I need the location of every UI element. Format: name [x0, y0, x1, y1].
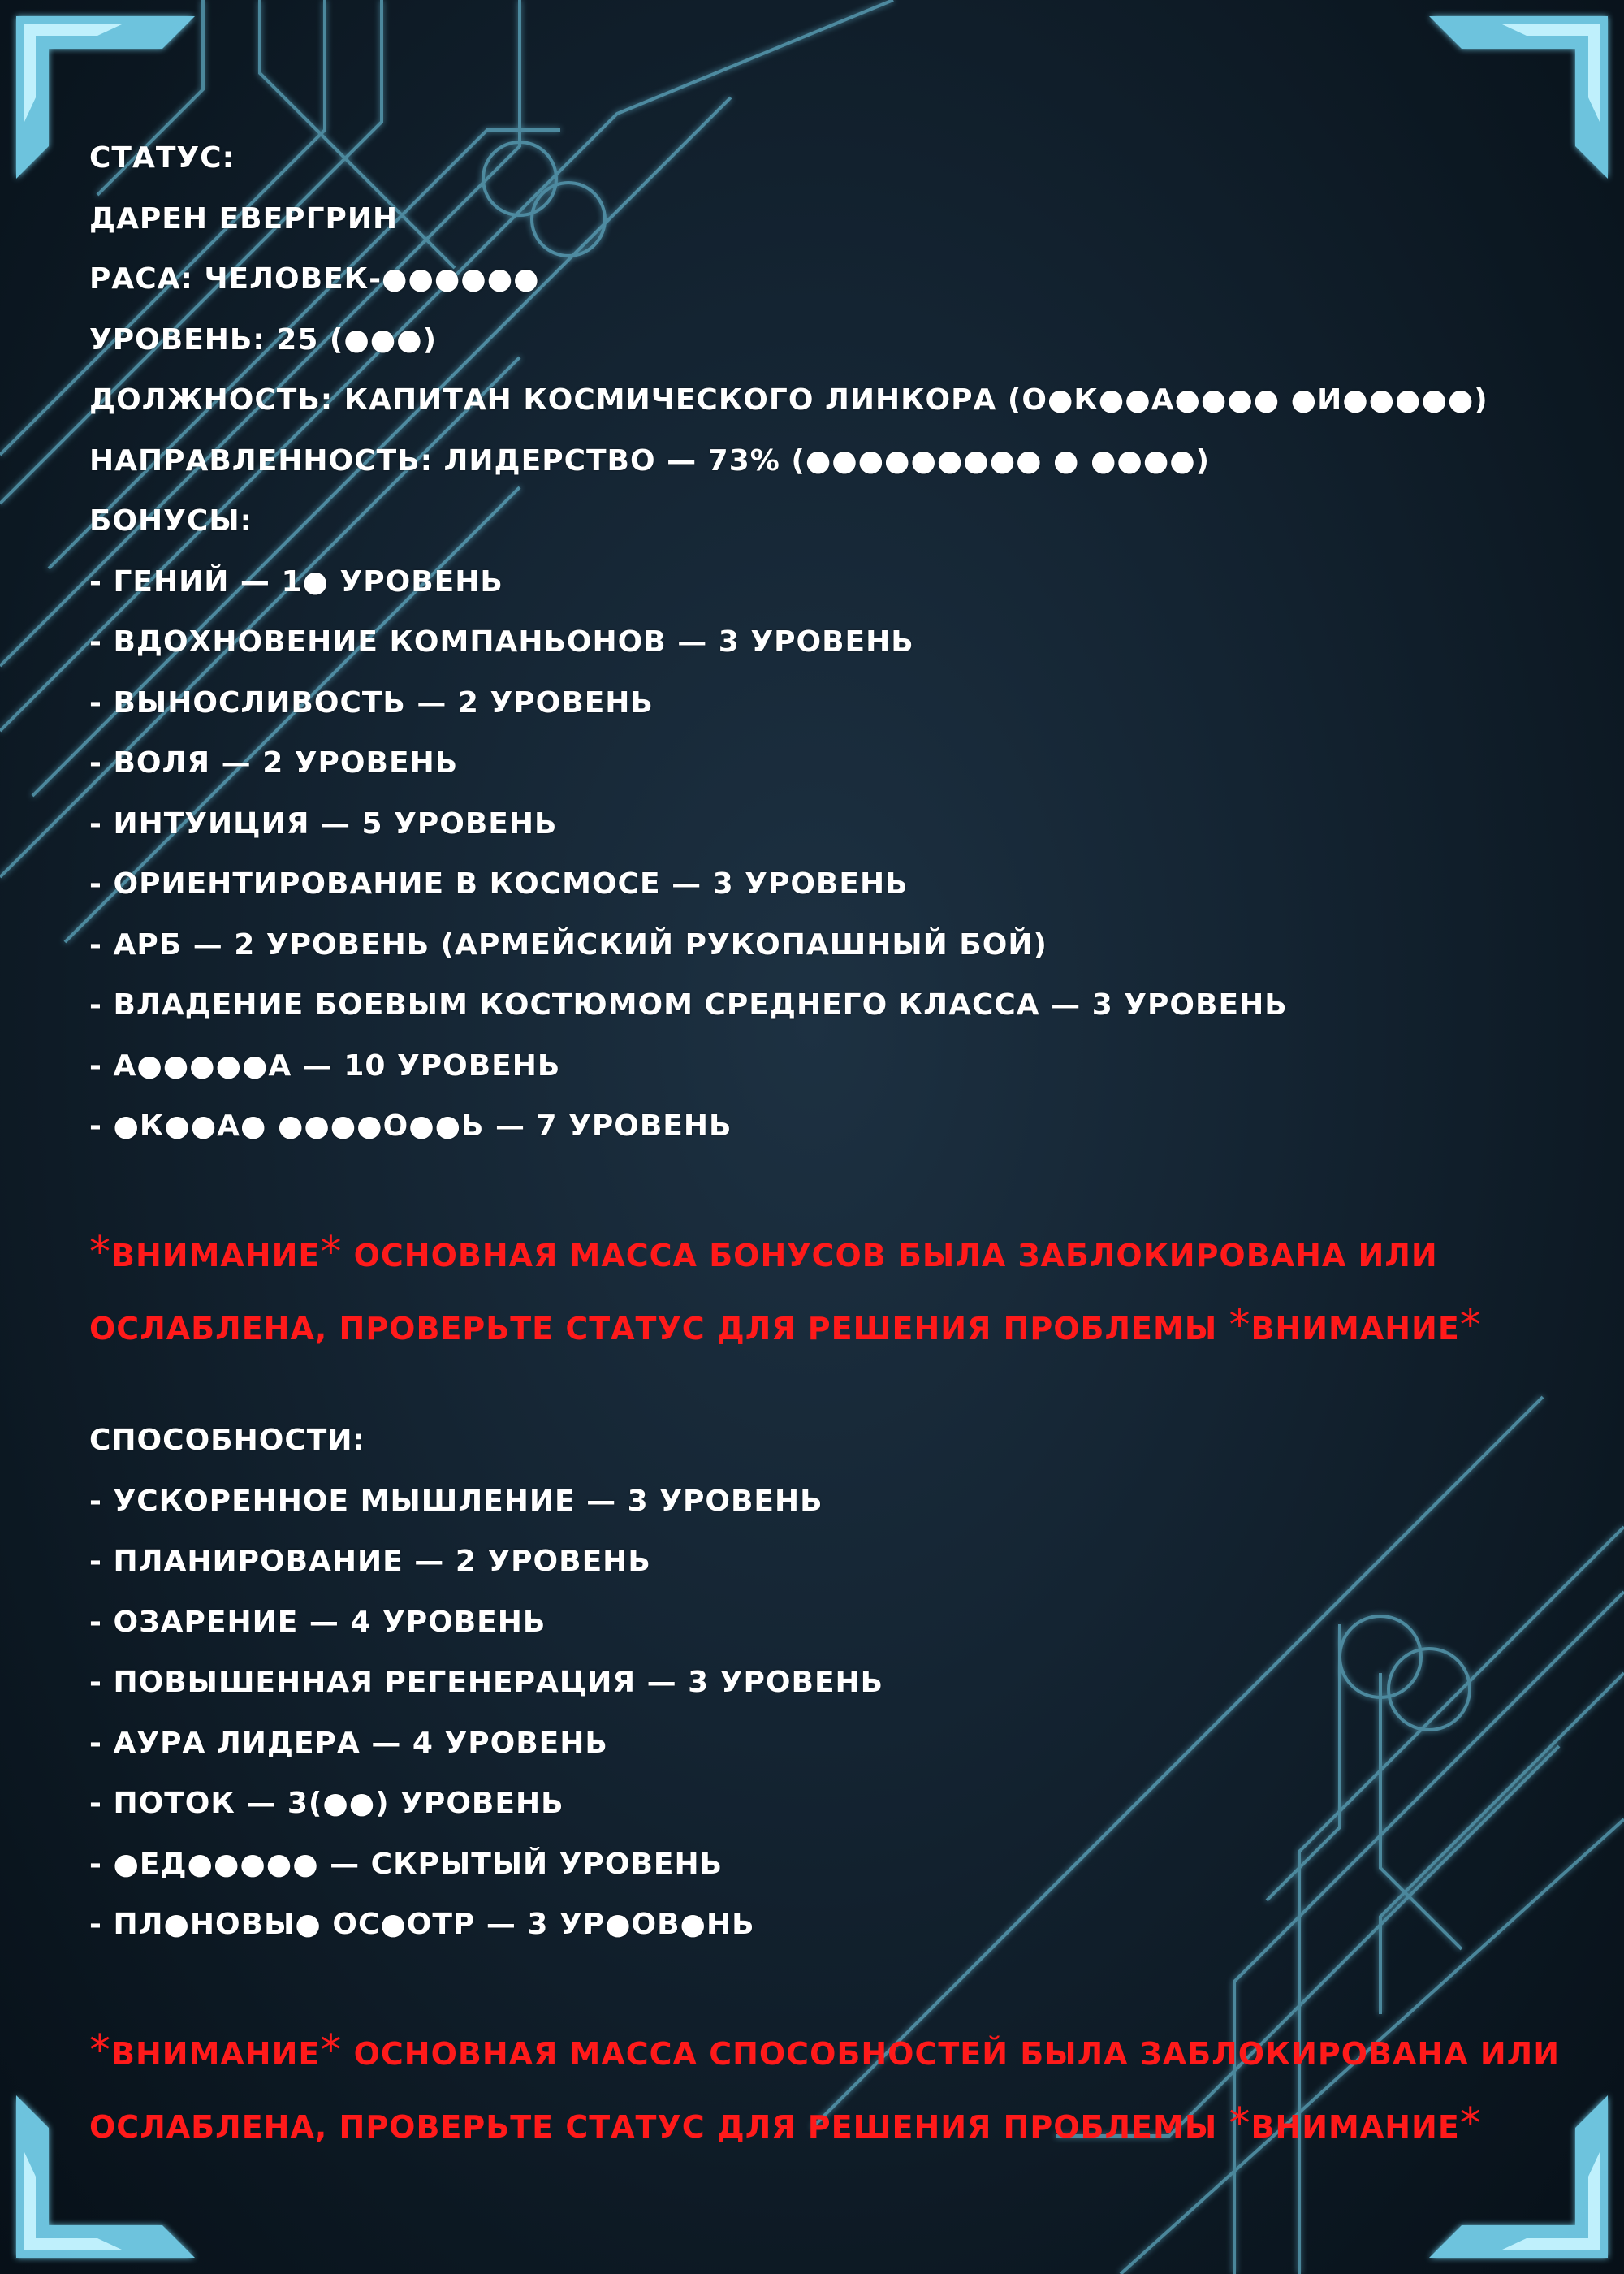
warning-star: * — [320, 2026, 343, 2075]
abilities-warning — [89, 2016, 1567, 2162]
warning-tag: ВНИМАНИЕ — [1250, 1311, 1460, 1347]
bonus-item: - ГЕНИЙ — 1● УРОВЕНЬ — [89, 564, 503, 599]
warning-text: ОСЛАБЛЕНА, ПРОВЕРЬТЕ СТАТУС ДЛЯ РЕШЕНИЯ ПРОБЛЕМЫ — [89, 1311, 1229, 1347]
warning-tag: ВНИМАНИЕ — [1250, 2109, 1460, 2145]
ability-item: - ПОВЫШЕННАЯ РЕГЕНЕРАЦИЯ — 3 УРОВЕНЬ — [89, 1666, 884, 1699]
warning-text: ОСНОВНАЯ МАССА СПОСОБНОСТЕЙ БЫЛА ЗАБЛОКИРОВАНА ИЛИ — [342, 2036, 1561, 2072]
warning-text: ОСЛАБЛЕНА, ПРОВЕРЬТЕ СТАТУС ДЛЯ РЕШЕНИЯ ПРОБЛЕМЫ — [89, 2109, 1229, 2145]
warning-star: * — [320, 1228, 343, 1277]
ability-item: - ПЛАНИРОВАНИЕ — 2 УРОВЕНЬ — [89, 1545, 651, 1578]
bonus-item: - ВЫНОСЛИВОСТЬ — 2 УРОВЕНЬ — [89, 685, 654, 720]
direction-line: НАПРАВЛЕННОСТЬ: ЛИДЕРСТВО — 73% (●●●●●●●●● ● ●●●●) — [89, 443, 1211, 478]
ability-item: - ПОТОК — 3(●●) УРОВЕНЬ — [89, 1787, 564, 1820]
bonuses-header: БОНУСЫ: — [89, 504, 253, 538]
ability-item: - ОЗАРЕНИЕ — 4 УРОВЕНЬ — [89, 1605, 546, 1639]
ability-item: - ПЛ●НОВЫ● ОС●ОТР — 3 УР●ОВ●НЬ — [89, 1908, 755, 1941]
position-line: ДОЛЖНОСТЬ: КАПИТАН КОСМИЧЕСКОГО ЛИНКОРА (О●К●●А●●●● ●И●●●●●) — [89, 383, 1488, 417]
warning-text: ОСНОВНАЯ МАССА БОНУСОВ БЫЛА ЗАБЛОКИРОВАНА ИЛИ — [342, 1238, 1438, 1273]
abilities-warning-line-1 — [89, 2016, 1567, 2089]
bonus-item: - ●К●●А● ●●●●О●●Ь — 7 УРОВЕНЬ — [89, 1109, 732, 1143]
bonuses-warning — [89, 1217, 1567, 1364]
warning-star: * — [1229, 1301, 1251, 1350]
warning-star: * — [89, 1228, 111, 1277]
warning-tag: ВНИМАНИЕ — [111, 2036, 321, 2072]
warning-tag: ВНИМАНИЕ — [111, 1238, 321, 1273]
bonus-item: - ВЛАДЕНИЕ БОЕВЫМ КОСТЮМОМ СРЕДНЕГО КЛАССА — 3 УРОВЕНЬ — [89, 988, 1288, 1022]
ability-item: - УСКОРЕННОЕ МЫШЛЕНИЕ — 3 УРОВЕНЬ — [89, 1484, 823, 1518]
warning-star: * — [1459, 1301, 1482, 1350]
bonus-item: - ИНТУИЦИЯ — 5 УРОВЕНЬ — [89, 806, 558, 841]
bonus-item: - ВДОХНОВЕНИЕ КОМПАНЬОНОВ — 3 УРОВЕНЬ — [89, 625, 914, 659]
status-header: СТАТУС: — [89, 141, 235, 175]
bonus-item: - ВОЛЯ — 2 УРОВЕНЬ — [89, 746, 459, 780]
status-panel — [89, 128, 1567, 2162]
race-line: РАСА: ЧЕЛОВЕК-●●●●●● — [89, 262, 540, 296]
bonuses-warning-line-1 — [89, 1217, 1567, 1290]
warning-star: * — [1459, 2099, 1482, 2148]
ability-item: - ●ЕД●●●●● — СКРЫТЫЙ УРОВЕНЬ — [89, 1847, 723, 1881]
level-line: УРОВЕНЬ: 25 (●●●) — [89, 322, 438, 357]
abilities-header: СПОСОБНОСТИ: — [89, 1424, 365, 1457]
ability-item: - АУРА ЛИДЕРА — 4 УРОВЕНЬ — [89, 1726, 608, 1760]
bonuses-list — [89, 552, 1567, 1157]
bonus-item: - ОРИЕНТИРОВАНИЕ В КОСМОСЕ — 3 УРОВЕНЬ — [89, 867, 909, 901]
abilities-list — [89, 1472, 1567, 1956]
warning-star: * — [1229, 2099, 1251, 2148]
bonus-item: - А●●●●●А — 10 УРОВЕНЬ — [89, 1048, 561, 1083]
character-name: ДАРЕН ЕВЕРГРИН — [89, 201, 399, 236]
warning-star: * — [89, 2026, 111, 2075]
abilities-warning-line-2 — [89, 2089, 1567, 2162]
bonuses-warning-line-2 — [89, 1290, 1567, 1364]
bonus-item: - АРБ — 2 УРОВЕНЬ (АРМЕЙСКИЙ РУКОПАШНЫЙ БОЙ) — [89, 927, 1047, 962]
